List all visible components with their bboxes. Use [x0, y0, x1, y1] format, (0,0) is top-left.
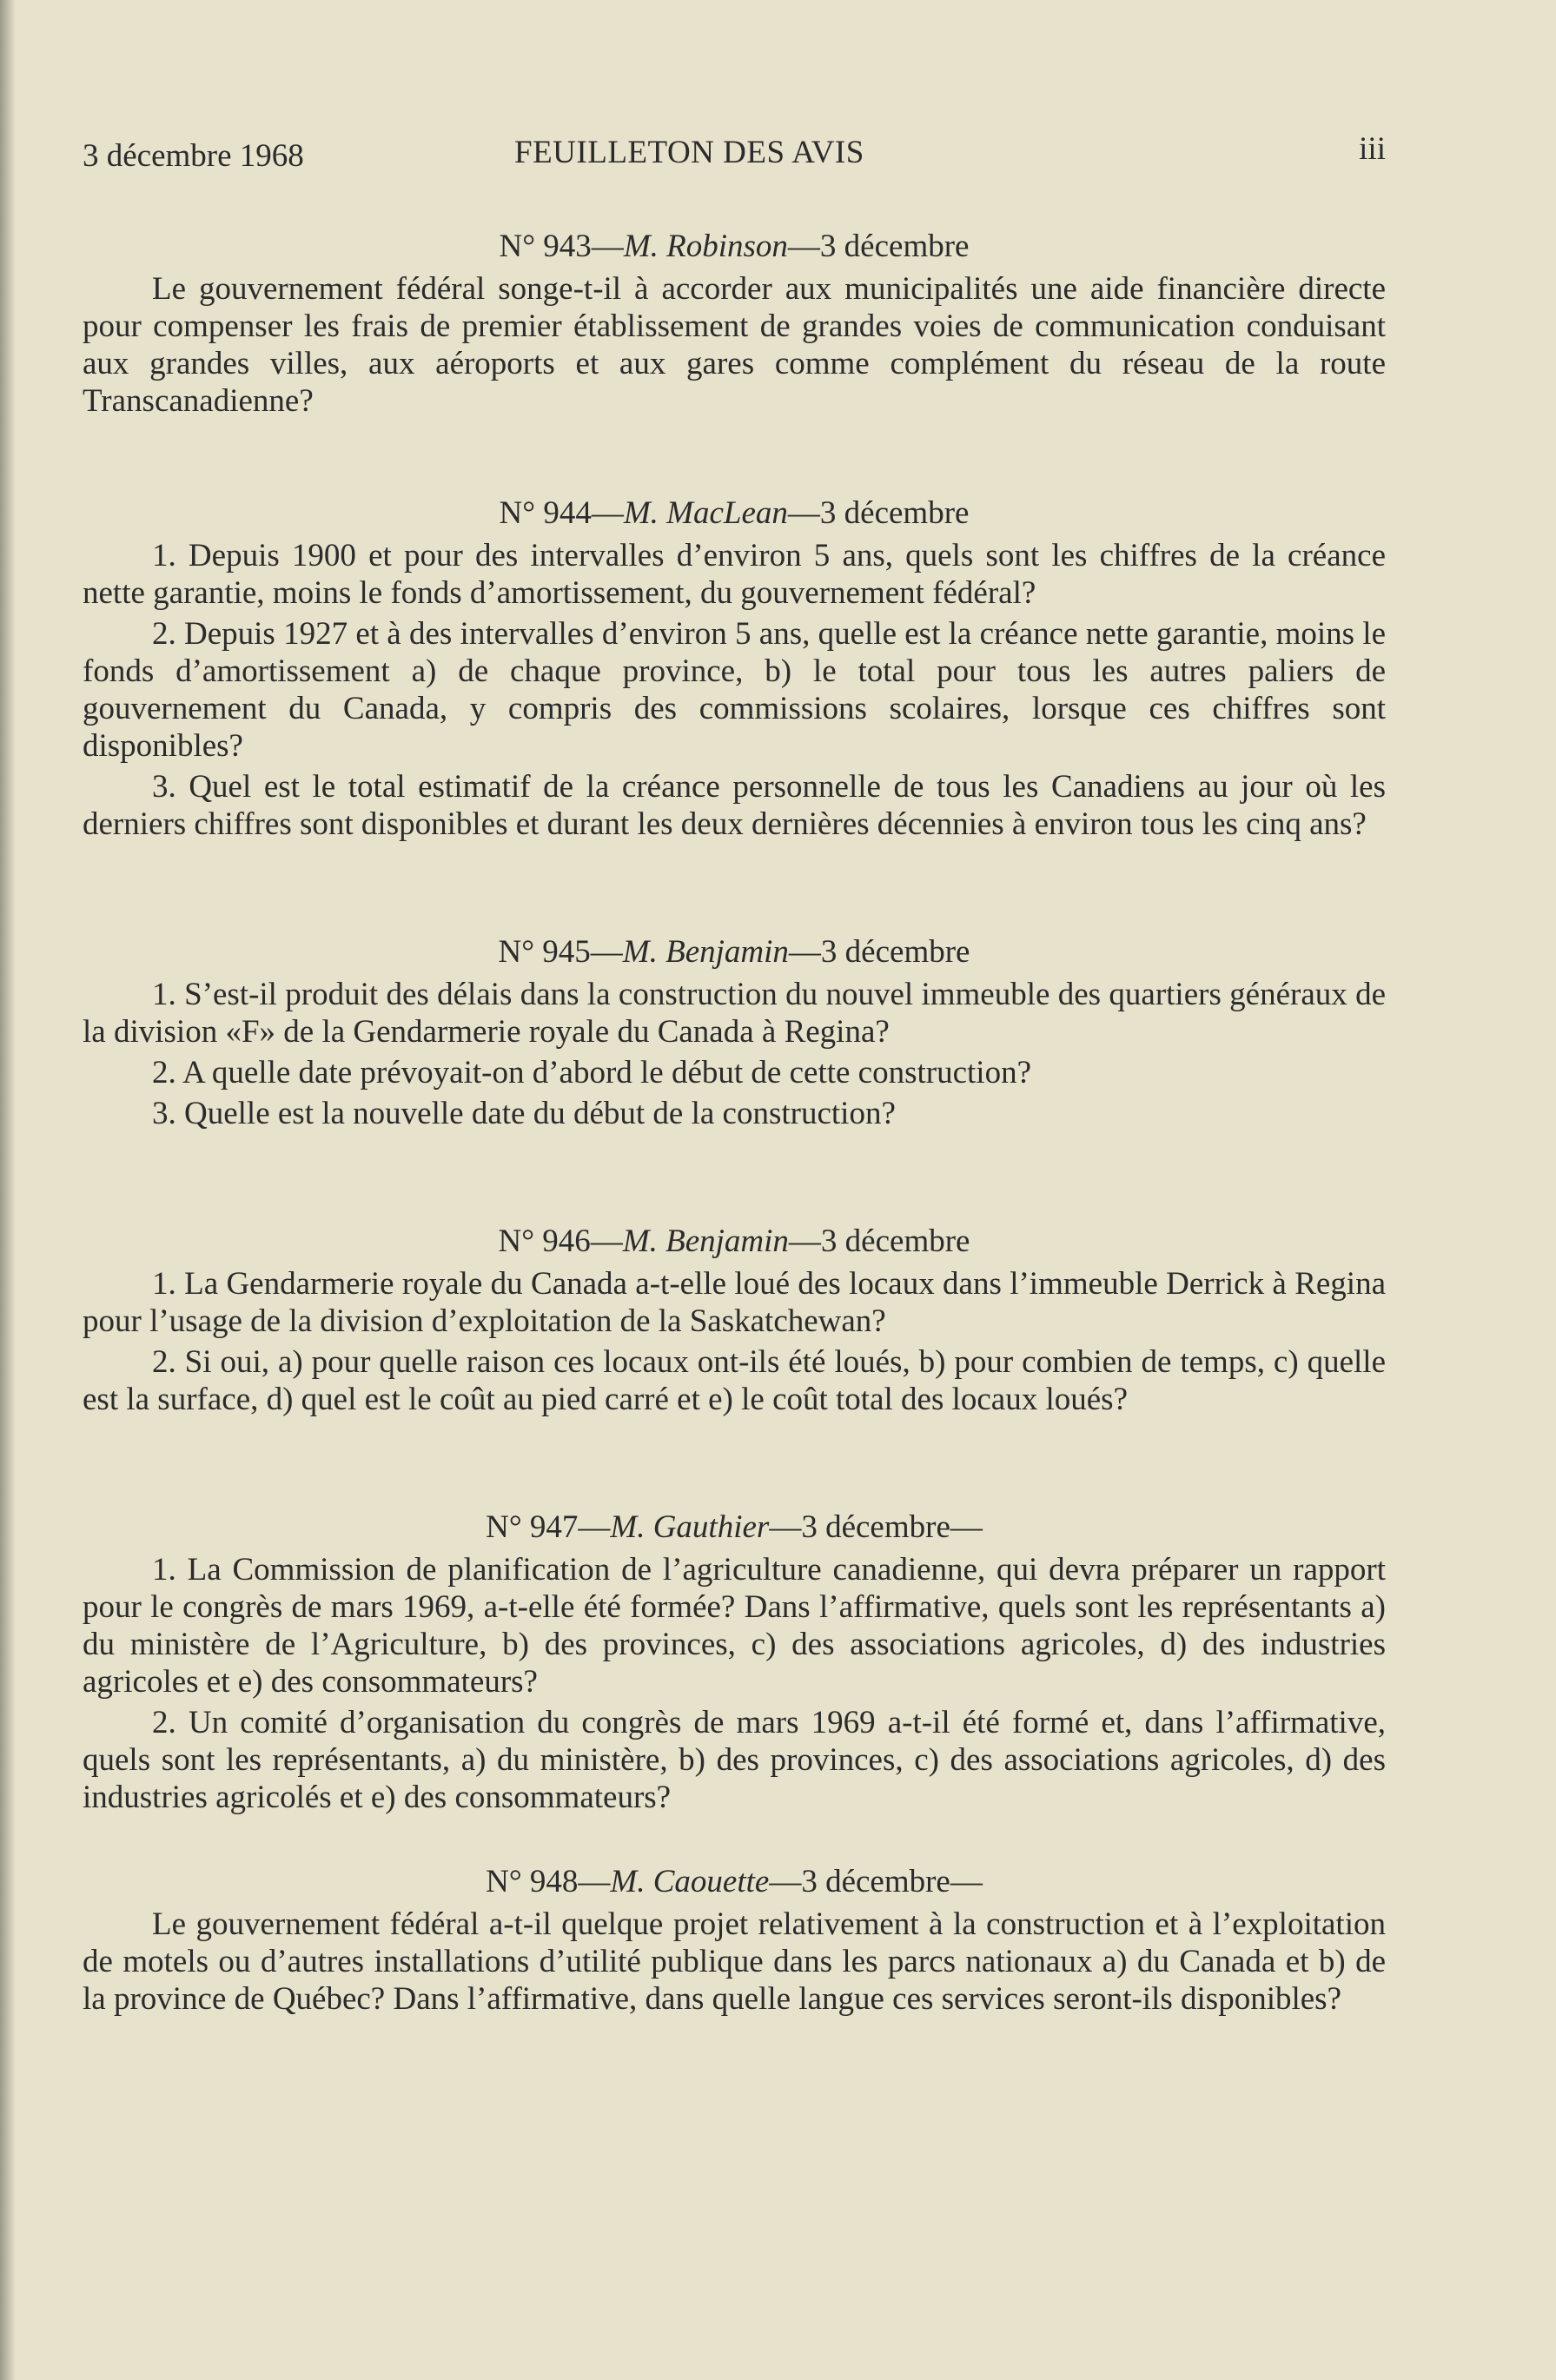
question-member: M. Gauthier	[610, 1509, 770, 1545]
question-paragraph: 1. La Commission de planification de l’agriculture canadienne, qui devra préparer un rapport pour le congrès de mars 1969, a-t-elle été formée? Dans l’affirmative, quels sont les représentants a) du ministère de l’Agriculture, b) des provinces, c) des associations agricoles, d) des industries agricoles et e) des consommateurs?	[83, 1552, 1386, 1700]
question-heading	[83, 1508, 1386, 1546]
page-number: iii	[1359, 131, 1386, 167]
question-heading	[83, 494, 1386, 532]
question-943	[83, 228, 1386, 420]
page-edge	[0, 0, 16, 2380]
question-date: —3 décembre—	[769, 1864, 983, 1899]
question-945	[83, 933, 1386, 1132]
question-number: N° 945—	[498, 934, 623, 970]
question-date: —3 décembre	[788, 1223, 970, 1259]
question-944	[83, 494, 1386, 843]
question-member: M. Benjamin	[622, 934, 789, 970]
question-member: M. Robinson	[623, 229, 788, 264]
question-number: N° 944—	[499, 495, 624, 531]
question-date: —3 décembre	[787, 229, 970, 264]
header-title: FEUILLETON DES AVIS	[514, 135, 864, 170]
question-paragraph: 3. Quelle est la nouvelle date du début de la construction?	[152, 1096, 896, 1131]
question-heading	[83, 933, 1386, 971]
question-heading	[83, 1863, 1386, 1900]
question-heading	[83, 1223, 1386, 1260]
question-member: M. Caouette	[610, 1864, 770, 1899]
question-date: —3 décembre	[788, 934, 970, 970]
question-member: M. MacLean	[623, 495, 788, 531]
header-date: 3 décembre 1968	[83, 138, 304, 174]
page-header	[83, 130, 1386, 182]
question-947	[83, 1508, 1386, 1816]
question-paragraph: 1. S’est-il produit des délais dans la construction du nouvel immeuble des quartiers généraux de la division «F» de la Gendarmerie royale du Canada à Regina?	[83, 977, 1386, 1050]
question-paragraph: 2. A quelle date prévoyait-on d’abord le début de cette construction?	[152, 1055, 1032, 1091]
question-member: M. Benjamin	[622, 1223, 789, 1259]
question-paragraph: 2. Un comité d’organisation du congrès de mars 1969 a-t-il été formé et, dans l’affirmative, quels sont les représentants, a) du ministère, b) des provinces, c) des associations agricoles, d) des industries agricolés et e) des consommateurs?	[83, 1705, 1386, 1815]
question-paragraph: Le gouvernement fédéral a-t-il quelque projet relativement à la construction et à l’exploitation de motels ou d’autres installations d’utilité publique dans les parcs nationaux a) du Canada et b) de la province de Québec? Dans l’affirmative, dans quelle langue ces services seront-ils disponibles?	[83, 1906, 1386, 2017]
question-date: —3 décembre	[787, 495, 970, 531]
question-paragraph: 1. Depuis 1900 et pour des intervalles d’environ 5 ans, quels sont les chiffres de la créance nette garantie, moins le fonds d’amortissement, du gouvernement fédéral?	[83, 538, 1386, 611]
question-948	[83, 1863, 1386, 2018]
question-number: N° 947—	[486, 1509, 611, 1545]
question-paragraph: 2. Depuis 1927 et à des intervalles d’environ 5 ans, quelle est la créance nette garantie, moins le fonds d’amortissement a) de chaque province, b) le total pour tous les autres paliers de gouvernement du Canada, y compris des commissions scolaires, lorsque ces chiffres sont disponibles?	[83, 616, 1386, 764]
page-content	[83, 130, 1386, 2021]
question-946	[83, 1223, 1386, 1418]
question-heading	[83, 228, 1386, 265]
question-paragraph: 1. La Gendarmerie royale du Canada a-t-elle loué des locaux dans l’immeuble Derrick à Regina pour l’usage de la division d’exploitation de la Saskatchewan?	[83, 1266, 1386, 1339]
question-paragraph: Le gouvernement fédéral songe-t-il à accorder aux municipalités une aide financière directe pour compenser les frais de premier établissement de grandes voies de communication conduisant aux grandes villes, aux aéroports et aux gares comme complément du réseau de la route Transcanadienne?	[83, 271, 1386, 419]
question-number: N° 948—	[486, 1864, 611, 1899]
question-number: N° 943—	[499, 229, 624, 264]
question-date: —3 décembre—	[769, 1509, 983, 1545]
question-paragraph: 2. Si oui, a) pour quelle raison ces locaux ont-ils été loués, b) pour combien de temps, c) quelle est la surface, d) quel est le coût au pied carré et e) le coût total des locaux loués?	[83, 1344, 1386, 1417]
question-number: N° 946—	[498, 1223, 623, 1259]
question-paragraph: 3. Quel est le total estimatif de la créance personnelle de tous les Canadiens au jour où les derniers chiffres sont disponibles et durant les deux dernières décennies à environ tous les cinq ans?	[83, 769, 1386, 842]
